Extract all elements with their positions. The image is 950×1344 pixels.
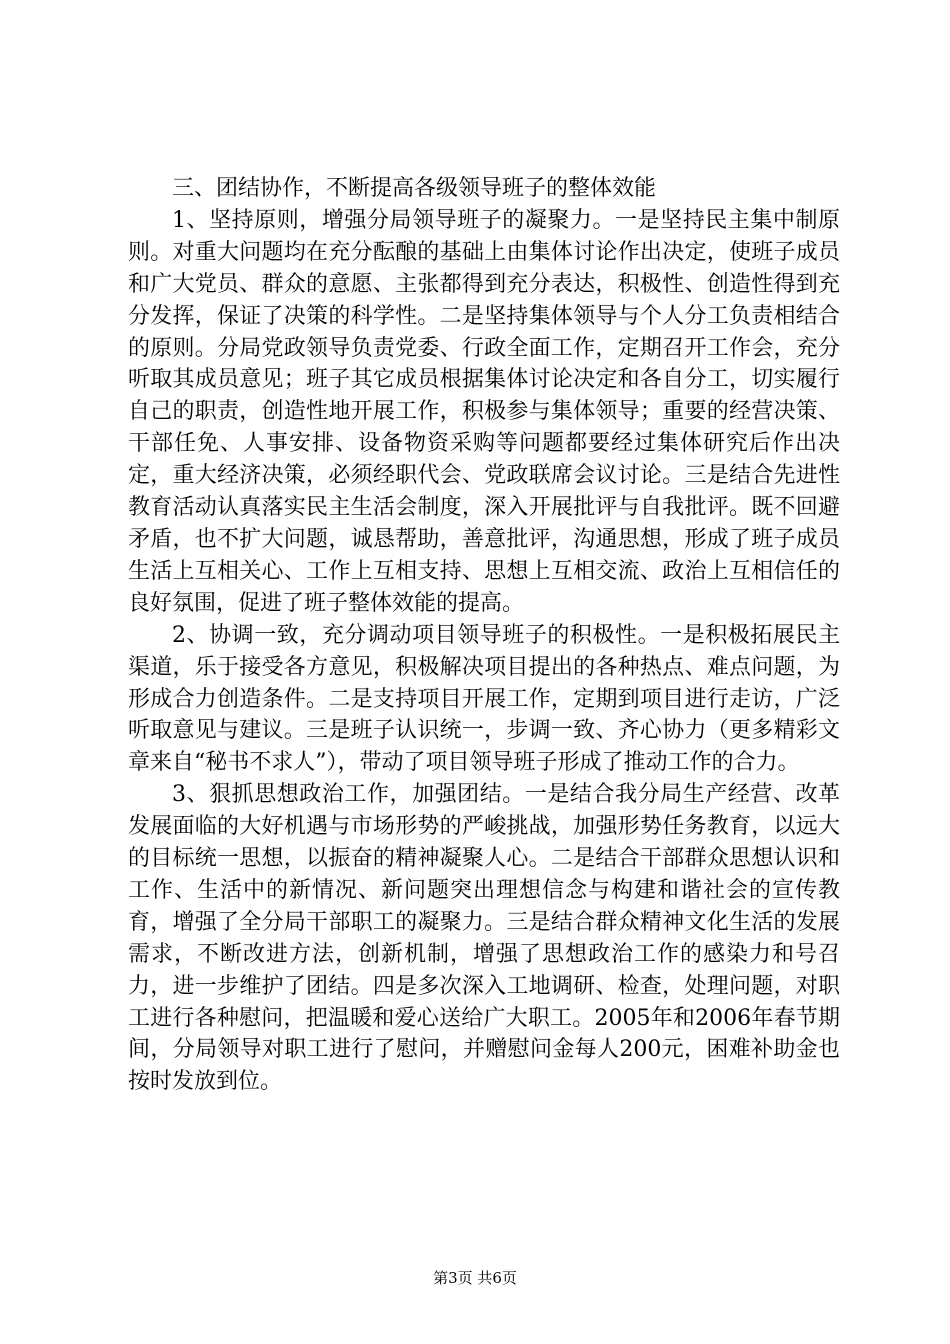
paragraph-1: 1、坚持原则，增强分局领导班子的凝聚力。一是坚持民主集中制原则。对重大问题均在充分酝酿的基础上由集体讨论作出决定，使班子成员和广大党员、群众的意愿、主张都得到充分表达，积极性、创造性得到充分发挥，保证了决策的科学性。二是坚持集体领导与个人分工负责相结合的原则。分局党政领导负责党委、行政全面工作，定期召开工作会，充分听取其成员意见；班子其它成员根据集体讨论决定和各自分工，切实履行自己的职责，创造性地开展工作，积极参与集体领导；重要的经营决策、干部任免、人事安排、设备物资采购等问题都要经过集体研究后作出决定，重大经济决策，必须经职代会、党政联席会议讨论。三是结合先进性教育活动认真落实民主生活会制度，深入开展批评与自我批评。既不回避矛盾，也不扩大问题，诚恳帮助，善意批评，沟通思想，形成了班子成员生活上互相关心、工作上互相支持、思想上互相交流、政治上互相信任的良好氛围，促进了班子整体效能的提高。	[128, 207, 840, 616]
paragraph-3: 3、狠抓思想政治工作，加强团结。一是结合我分局生产经营、改革发展面临的大好机遇与市场形势的严峻挑战，加强形势任务教育，以远大的目标统一思想，以振奋的精神凝聚人心。二是结合干部群众思想认识和工作、生活中的新情况、新问题突出理想信念与构建和谐社会的宣传教育，增强了全分局干部职工的凝聚力。三是结合群众精神文化生活的发展需求，不断改进方法，创新机制，增强了思想政治工作的感染力和号召力，进一步维护了团结。四是多次深入工地调研、检查，处理问题，对职工进行各种慰问，把温暖和爱心送给广大职工。2005年和2006年春节期间，分局领导对职工进行了慰问，并赠慰问金每人200元，困难补助金也按时发放到位。	[128, 782, 840, 1095]
section-heading: 三、团结协作，不断提高各级领导班子的整体效能	[172, 176, 657, 201]
paragraph-2: 2、协调一致，充分调动项目领导班子的积极性。一是积极拓展民主渠道，乐于接受各方意见，积极解决项目提出的各种热点、难点问题，为形成合力创造条件。二是支持项目开展工作，定期到项目进行走访，广泛听取意见与建议。三是班子认识统一，步调一致、齐心协力（更多精彩文章来自“秘书不求人”），带动了项目领导班子形成了推动工作的合力。	[128, 622, 840, 776]
page-footer: 第3页 共6页	[433, 1269, 517, 1287]
document-body	[128, 173, 840, 1098]
